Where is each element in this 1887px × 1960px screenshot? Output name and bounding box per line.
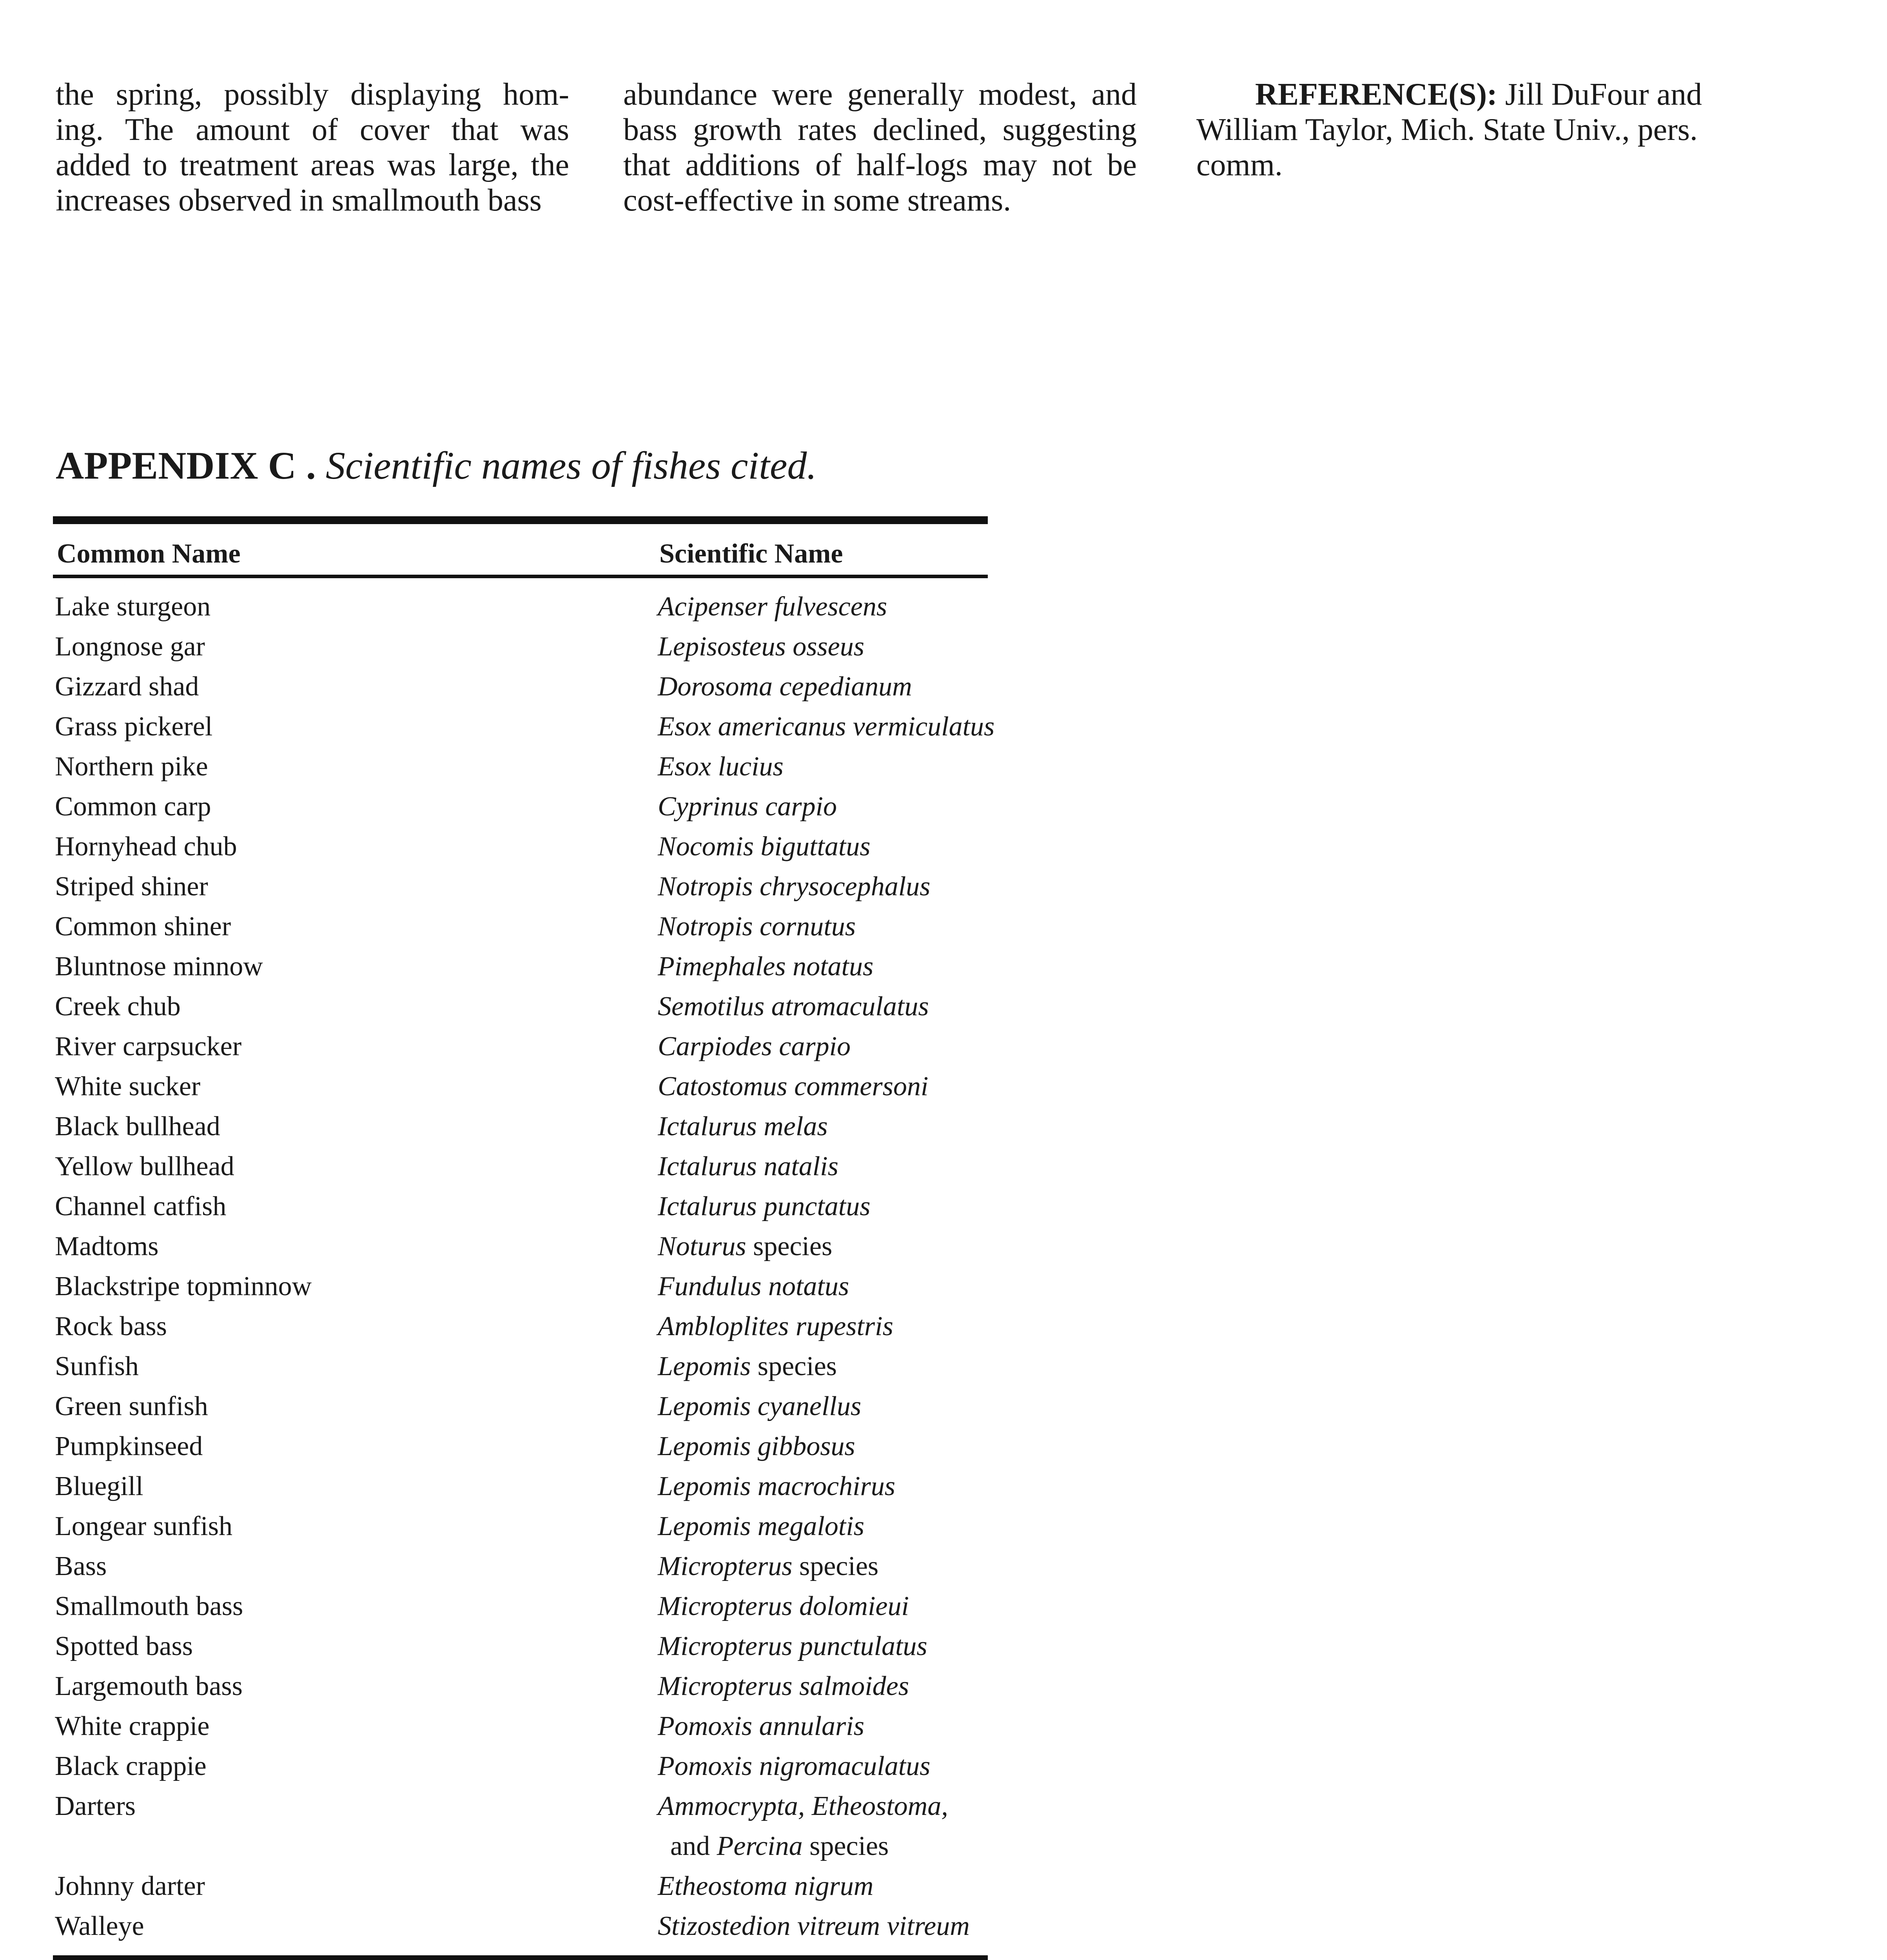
body-line: ing. The amount of cover that was [56, 113, 569, 147]
scientific-name-text: Notropis chrysocephalus [658, 871, 931, 902]
scientific-name-text: Pomoxis nigromaculatus [658, 1751, 931, 1781]
scientific-name-cell [658, 667, 912, 707]
scientific-name-cell [658, 1626, 927, 1666]
scientific-name-text: Fundulus notatus [658, 1271, 849, 1301]
scientific-name-cell [658, 1586, 909, 1626]
header-scientific-name: Scientific Name [659, 539, 843, 569]
scientific-name-text: Etheostoma nigrum [658, 1871, 874, 1901]
body-line: that additions of half-logs may not be [623, 148, 1137, 182]
reference-text: Jill DuFour and William Taylor, Mich. State Univ., pers. comm. [1196, 77, 1702, 182]
scientific-name-cell [658, 1347, 837, 1387]
scientific-name-cell [658, 1906, 970, 1946]
common-name-cell: Striped shiner [55, 871, 208, 902]
common-name-cell: River carpsucker [55, 1031, 242, 1062]
continuation-genus: Percina [717, 1831, 803, 1861]
scientific-name-text: Nocomis biguttatus [658, 831, 871, 862]
body-line: abundance were generally modest, and [623, 77, 1137, 112]
reference-label: REFERENCE(S): [1255, 77, 1497, 112]
common-name-cell: Hornyhead chub [55, 831, 237, 862]
table-row [0, 707, 1019, 747]
scientific-name-text: Ictalurus natalis [658, 1151, 838, 1181]
scientific-name-text: Stizostedion vitreum vitreum [658, 1911, 970, 1941]
table-row [0, 1187, 1019, 1227]
common-name-cell: Yellow bullhead [55, 1151, 234, 1181]
scientific-name-cell [658, 1027, 851, 1067]
body-line: bass growth rates declined, suggesting [623, 113, 1137, 147]
table-row [0, 1387, 1019, 1426]
table-row [0, 1666, 1019, 1706]
common-name-cell: Sunfish [55, 1351, 139, 1381]
table-row [0, 667, 1019, 707]
scientific-name-text: Ictalurus melas [658, 1111, 828, 1142]
common-name-cell: Bluntnose minnow [55, 951, 263, 982]
scientific-name-cell [658, 1746, 930, 1786]
body-line: added to treatment areas was large, the [56, 148, 569, 182]
header-common-name: Common Name [57, 539, 241, 569]
common-name-cell: Blackstripe topminnow [55, 1271, 312, 1301]
scientific-name-text: Dorosoma cepedianum [658, 671, 912, 702]
scientific-name-text: Catostomus commersoni [658, 1071, 929, 1102]
table-body [0, 587, 1019, 1946]
table-row [0, 1347, 1019, 1387]
common-name-cell: Grass pickerel [55, 711, 213, 742]
common-name-cell: Pumpkinseed [55, 1431, 203, 1461]
scientific-name-cell [658, 827, 871, 867]
common-name-cell: Walleye [55, 1911, 144, 1941]
scientific-name-cell [658, 587, 887, 627]
scientific-name-cell [658, 1706, 864, 1746]
scientific-name-cell [658, 1506, 864, 1546]
species-suffix: species [753, 1231, 833, 1261]
table-row [0, 827, 1019, 867]
common-name-cell: Johnny darter [55, 1871, 205, 1901]
common-name-cell: Gizzard shad [55, 671, 199, 702]
common-name-cell: Green sunfish [55, 1391, 208, 1421]
scientific-name-cell [658, 1067, 928, 1107]
scientific-name-cell [658, 987, 929, 1027]
appendix-caption: Scientific names of fishes cited. [325, 444, 817, 487]
reference-block [1196, 77, 1718, 183]
common-name-cell: Black bullhead [55, 1111, 220, 1142]
table-header-rule [53, 575, 988, 578]
scientific-name-cell [658, 907, 856, 947]
common-name-cell: Northern pike [55, 751, 208, 782]
body-column-1 [56, 77, 569, 218]
common-name-cell: Creek chub [55, 991, 181, 1022]
table-row [0, 1786, 1019, 1866]
scientific-name-cell [658, 1426, 855, 1466]
body-line: cost-effective in some streams. [623, 183, 1011, 218]
table-row [0, 627, 1019, 667]
scientific-name-text: Micropterus dolomieui [658, 1591, 909, 1621]
table-row [0, 787, 1019, 827]
common-name-cell: Spotted bass [55, 1631, 193, 1661]
body-column-2 [623, 77, 1137, 218]
scientific-name-text: Esox lucius [658, 751, 784, 782]
common-name-cell: Common shiner [55, 911, 231, 942]
common-name-cell: Black crappie [55, 1751, 207, 1781]
scientific-name-text: Lepomis megalotis [658, 1511, 864, 1541]
table-row [0, 1267, 1019, 1307]
table-row [0, 867, 1019, 907]
table-bottom-rule [53, 1955, 988, 1960]
table-row [0, 1866, 1019, 1906]
scientific-name-cell [658, 1466, 895, 1506]
scientific-name-cell [658, 947, 873, 987]
table-row [0, 1426, 1019, 1466]
scientific-name-text: Lepomis cyanellus [658, 1391, 862, 1421]
scientific-name-cell [658, 1187, 870, 1227]
table-row [0, 1027, 1019, 1067]
scientific-name-text: Pomoxis annularis [658, 1711, 864, 1741]
scientific-name-cell [658, 1147, 838, 1187]
common-name-cell: Largemouth bass [55, 1671, 243, 1701]
table-row [0, 987, 1019, 1027]
scientific-name-text: Notropis cornutus [658, 911, 856, 942]
scientific-name-cell [658, 747, 784, 787]
appendix-title [56, 442, 816, 489]
appendix-label: APPENDIX C . [56, 444, 316, 487]
table-row [0, 587, 1019, 627]
scientific-name-text: Lepisosteus osseus [658, 632, 864, 662]
table-row [0, 1107, 1019, 1147]
scientific-name-text: Micropterus punctulatus [658, 1631, 927, 1661]
common-name-cell: Rock bass [55, 1311, 167, 1341]
scientific-name-text: Pimephales notatus [658, 951, 874, 982]
species-suffix: species [809, 1831, 889, 1861]
scientific-name-text: Ambloplites rupestris [658, 1311, 893, 1341]
scientific-name-cell [658, 1227, 832, 1267]
scientific-name-cell [658, 1546, 878, 1586]
scientific-name-text: Lepomis [658, 1351, 751, 1381]
common-name-cell: Lake sturgeon [55, 592, 211, 622]
scientific-name-text: Acipenser fulvescens [658, 592, 887, 622]
common-name-cell: Channel catfish [55, 1191, 227, 1221]
table-row [0, 1506, 1019, 1546]
table-row [0, 1746, 1019, 1786]
scientific-name-cell [658, 707, 994, 747]
scientific-name-text: Cyprinus carpio [658, 791, 837, 822]
scientific-name-text: Semotilus atromaculatus [658, 991, 929, 1022]
scientific-name-cell [658, 1866, 873, 1906]
table-row [0, 747, 1019, 787]
table-top-rule [53, 516, 988, 524]
scientific-name-text: Lepomis macrochirus [658, 1471, 896, 1501]
scientific-name-text: Micropterus salmoides [658, 1671, 909, 1701]
common-name-cell: Bluegill [55, 1471, 143, 1501]
scientific-name-cell [658, 1387, 861, 1426]
table-row [0, 1906, 1019, 1946]
table-row [0, 1227, 1019, 1267]
table-row [0, 1147, 1019, 1187]
scientific-name-cell [658, 1666, 909, 1706]
scientific-name-text: Noturus [658, 1231, 746, 1261]
species-suffix: species [799, 1551, 879, 1581]
table-row [0, 947, 1019, 987]
species-suffix: species [757, 1351, 837, 1381]
table-row [0, 1626, 1019, 1666]
scientific-name-cell [658, 1267, 849, 1307]
body-line: increases observed in smallmouth bass [56, 183, 542, 218]
common-name-cell: Longear sunfish [55, 1511, 232, 1541]
body-line: the spring, possibly displaying hom- [56, 77, 569, 112]
scientific-name-cell [658, 867, 930, 907]
table-row [0, 907, 1019, 947]
scientific-name-text: Lepomis gibbosus [658, 1431, 855, 1461]
table-row [0, 1586, 1019, 1626]
table-row [0, 1067, 1019, 1107]
table-row [0, 1307, 1019, 1347]
scientific-name-text: Ictalurus punctatus [658, 1191, 871, 1221]
scientific-name-cell [658, 1786, 948, 1866]
table-row [0, 1706, 1019, 1746]
scientific-name-cell [658, 627, 864, 667]
common-name-cell: Common carp [55, 791, 211, 822]
common-name-cell: White crappie [55, 1711, 210, 1741]
scientific-name-text: Esox americanus vermiculatus [658, 711, 995, 742]
common-name-cell: Smallmouth bass [55, 1591, 243, 1621]
common-name-cell: Darters [55, 1791, 136, 1821]
common-name-cell: Bass [55, 1551, 107, 1581]
continuation-prefix: and [670, 1831, 710, 1861]
common-name-cell: White sucker [55, 1071, 201, 1102]
scientific-name-cell [658, 1107, 828, 1147]
scientific-name-text: Micropterus [658, 1551, 793, 1581]
table-row [0, 1466, 1019, 1506]
scientific-name-continuation [658, 1826, 948, 1866]
table-row [0, 1546, 1019, 1586]
common-name-cell: Madtoms [55, 1231, 159, 1261]
scientific-name-text: Ammocrypta, Etheostoma, [658, 1791, 948, 1821]
scientific-name-text: Carpiodes carpio [658, 1031, 851, 1062]
scientific-name-cell [658, 787, 837, 827]
common-name-cell: Longnose gar [55, 632, 205, 662]
scientific-name-cell [658, 1307, 893, 1347]
